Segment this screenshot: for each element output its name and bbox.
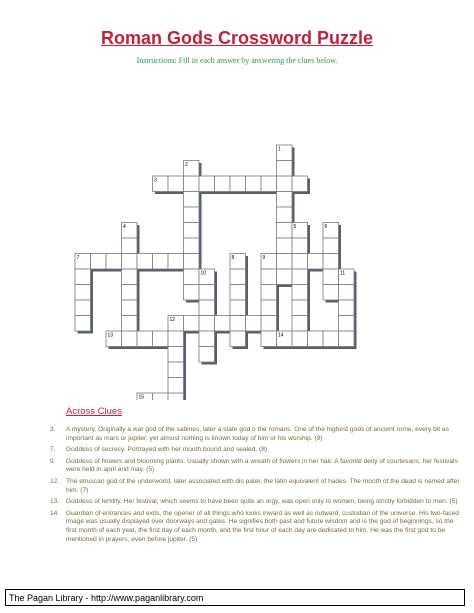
clue-3 — [50, 426, 462, 443]
grid-cell[interactable] — [277, 161, 293, 177]
grid-cell[interactable] — [91, 254, 107, 270]
grid-cell[interactable] — [199, 300, 215, 316]
grid-cell[interactable] — [261, 300, 277, 316]
grid-cell[interactable] — [230, 300, 246, 316]
grid-cell[interactable] — [153, 254, 169, 270]
grid-cell[interactable] — [323, 269, 339, 285]
grid-number: 15 — [138, 394, 145, 400]
grid-cell[interactable] — [199, 285, 215, 301]
clue-text: A mystery. Originally a war god of the sabines, later a state god o the romans. One of the highest gods of ancient rome, every bit as important as mars or jupiter, yet almost nothing is known today of him or his worship. (9) — [66, 426, 449, 442]
grid-cell[interactable] — [277, 207, 293, 223]
grid-number: 13 — [107, 332, 114, 339]
clue-number: 14. — [50, 509, 60, 517]
clue-9 — [50, 458, 462, 475]
footer-text: The Pagan Library - http://www.paganlibrary.com — [9, 593, 204, 603]
grid-cell[interactable] — [122, 285, 138, 301]
grid-cell[interactable] — [75, 300, 91, 316]
grid-cell[interactable] — [153, 331, 169, 347]
grid-cell[interactable] — [122, 300, 138, 316]
clue-number: 12. — [50, 477, 60, 485]
grid-cell[interactable] — [184, 207, 200, 223]
grid-cell[interactable] — [122, 331, 138, 347]
grid-cell[interactable] — [230, 285, 246, 301]
clue-number: 7. — [50, 446, 56, 454]
grid-cell[interactable] — [75, 316, 91, 332]
across-clues-list — [50, 426, 462, 547]
clue-number: 3. — [50, 426, 56, 433]
grid-cell[interactable] — [199, 316, 215, 332]
clue-text: Goddess of flowers and blooming plants. Usually shown with a wreath of flowers in her hair. A favorite deity of courtesans, her festivals were held in april and may. (5) — [66, 457, 458, 474]
grid-cell[interactable] — [261, 285, 277, 301]
grid-number: 9 — [262, 255, 266, 261]
grid-cell[interactable] — [168, 254, 184, 270]
grid-cell[interactable] — [168, 378, 184, 394]
clue-number: 13. — [50, 498, 60, 506]
grid-cell[interactable] — [230, 316, 246, 332]
grid-cell[interactable] — [308, 254, 324, 270]
grid-cell[interactable] — [122, 254, 138, 270]
grid-cell[interactable] — [292, 285, 308, 301]
grid-cell[interactable] — [277, 192, 293, 208]
page-title: Roman Gods Crossword Puzzle — [100, 28, 374, 48]
grid-cell[interactable] — [106, 254, 122, 270]
grid-cell[interactable] — [184, 316, 200, 332]
grid-cell[interactable] — [184, 176, 200, 192]
grid-cell[interactable] — [230, 176, 246, 192]
grid-number: 1 — [278, 146, 281, 153]
grid-cell[interactable] — [292, 176, 308, 192]
grid-number: 5 — [293, 224, 297, 230]
clue-text: Guardian of entrances and exits, the opener of all things who looks inward as well as outward, custodian of the universe. His two-faced image was usually displayed over doorways and gates. He signifies both past and future wisdom and is the god of beginnings, so the first month of each year, the first day of each month, and the first hour of each day are dedicated to him. He was the first god to be mentioned in prayers, even before jupiter. (5) — [66, 509, 459, 543]
clue-text: The etruscan god of the underworld, later associated with dis pater, the latin equivalent of hades. The month of the dead is named after him. (7) — [66, 477, 460, 494]
grid-cell[interactable] — [292, 269, 308, 285]
grid-cell[interactable] — [277, 254, 293, 270]
grid-number: 3 — [154, 177, 157, 184]
clue-13 — [50, 498, 462, 507]
clue-number: 9. — [50, 457, 56, 465]
grid-cell[interactable] — [215, 176, 231, 192]
grid-cell[interactable] — [122, 269, 138, 285]
grid-number: 11 — [340, 270, 346, 277]
grid-cell[interactable] — [277, 238, 293, 254]
grid-cell[interactable] — [184, 269, 200, 285]
clue-14 — [50, 510, 462, 544]
grid-cell[interactable] — [292, 300, 308, 316]
grid-number: 10 — [200, 270, 207, 277]
grid-cell[interactable] — [246, 176, 262, 192]
grid-cell[interactable] — [308, 331, 324, 347]
grid-cell[interactable] — [168, 347, 184, 363]
grid-number: 8 — [231, 255, 235, 261]
grid-number: 7 — [76, 255, 80, 261]
across-clues-heading: Across Clues — [66, 406, 122, 417]
grid-cell[interactable] — [277, 269, 293, 285]
grid-cell[interactable] — [230, 331, 246, 347]
grid-number: 2 — [185, 162, 188, 168]
grid-number: 4 — [123, 224, 126, 230]
clue-7 — [50, 446, 462, 455]
grid-cell[interactable] — [168, 362, 184, 378]
instructions-text: Instructions: Fill in each answer by answering the clues below. — [136, 56, 338, 65]
grid-cell[interactable] — [292, 238, 308, 254]
grid-cell[interactable] — [122, 316, 138, 332]
grid-cell[interactable] — [323, 254, 339, 270]
grid-cell[interactable] — [168, 176, 184, 192]
grid-cell[interactable] — [184, 254, 200, 270]
grid-cell[interactable] — [153, 393, 169, 400]
grid-cell[interactable] — [199, 331, 215, 347]
grid-cell[interactable] — [339, 300, 355, 316]
grid-cell[interactable] — [261, 176, 277, 192]
grid-cell[interactable] — [122, 238, 138, 254]
grid-cell[interactable] — [184, 285, 200, 301]
grid-cell[interactable] — [277, 176, 293, 192]
grid-number: 12 — [169, 317, 176, 323]
grid-cell[interactable] — [246, 316, 262, 332]
clue-12 — [50, 478, 462, 495]
clue-text: Goddess of secrecy. Portrayed with her mouth bound and sealed. (8) — [66, 446, 268, 454]
grid-cell[interactable] — [137, 254, 153, 270]
grid-number: 6 — [324, 224, 328, 230]
grid-cell[interactable] — [168, 393, 184, 400]
grid-cell[interactable] — [184, 238, 200, 254]
grid-cell[interactable] — [137, 331, 153, 347]
grid-cell[interactable] — [261, 269, 277, 285]
grid-cell[interactable] — [277, 223, 293, 239]
grid-cell[interactable] — [339, 331, 355, 347]
footer-box — [5, 589, 465, 606]
grid-cell[interactable] — [199, 347, 215, 363]
grid-cell[interactable] — [339, 285, 355, 301]
grid-cell[interactable] — [184, 192, 200, 208]
grid-cell[interactable] — [75, 285, 91, 301]
grid-cell[interactable] — [199, 176, 215, 192]
grid-cell[interactable] — [292, 316, 308, 332]
grid-cell[interactable] — [292, 254, 308, 270]
grid-cell[interactable] — [75, 269, 91, 285]
grid-cell[interactable] — [323, 331, 339, 347]
grid-cell[interactable] — [261, 316, 277, 332]
grid-cell[interactable] — [292, 331, 308, 347]
grid-cell[interactable] — [184, 223, 200, 239]
grid-cell[interactable] — [215, 316, 231, 332]
grid-cell[interactable] — [168, 331, 184, 347]
grid-cell[interactable] — [323, 285, 339, 301]
grid-cell[interactable] — [230, 269, 246, 285]
grid-cell[interactable] — [339, 316, 355, 332]
grid-number: 14 — [278, 332, 284, 339]
grid-cell[interactable] — [261, 331, 277, 347]
clue-text: Goddess of fertility. Her festival, which seems to have been quite an orgy, was open only to women, being strictly forbidden to men. (5) — [66, 498, 458, 506]
grid-cell[interactable] — [323, 238, 339, 254]
